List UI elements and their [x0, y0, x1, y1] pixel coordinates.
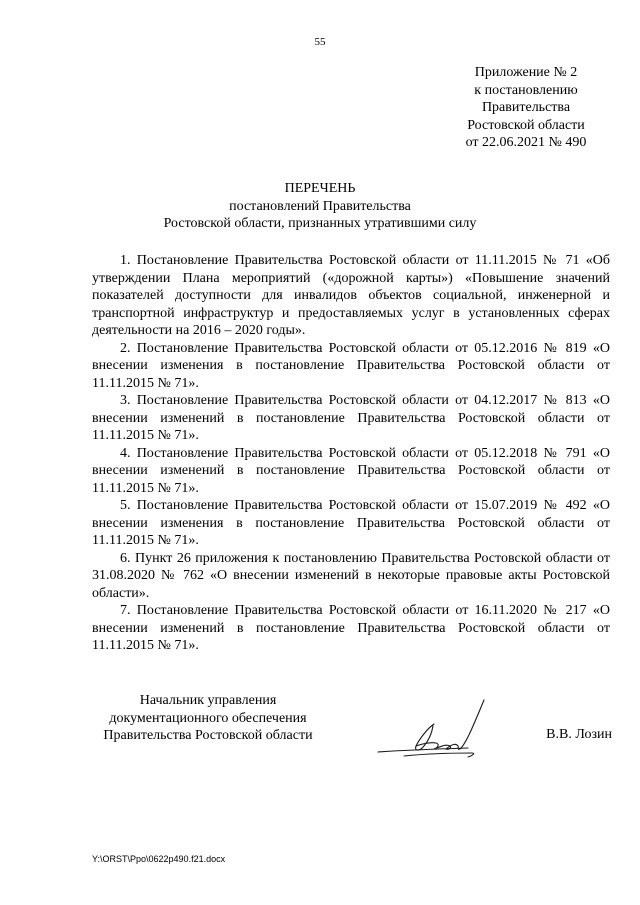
- list-item: 3. Постановление Правительства Ростовской области от 04.12.2017 № 813 «О внесении изменений в постановление Правительства Ростовской области от 11.11.2015 № 71».: [92, 393, 610, 443]
- signatory-line: документационного обеспечения: [109, 710, 307, 726]
- signatory-name: В.В. Лозин: [546, 727, 612, 742]
- title-heading: ПЕРЕЧЕНЬ: [284, 181, 356, 196]
- appendix-line: от 22.06.2021 № 490: [465, 135, 587, 150]
- appendix-line: Ростовской области: [467, 117, 585, 133]
- title-subtitle: Ростовской области, признанных утратившими силу: [163, 216, 477, 231]
- page-number: 55: [314, 36, 326, 48]
- list-item: 7. Постановление Правительства Ростовской области от 16.11.2020 № 217 «О внесении изменений в постановление Правительства Ростовской области от 11.11.2015 № 71».: [92, 603, 610, 653]
- signatory-line: Правительства Ростовской области: [103, 728, 313, 743]
- handwritten-signature: [376, 694, 492, 764]
- file-path: Y:\ORST\Ppo\0622p490.f21.docx: [92, 854, 226, 864]
- signatory-line: Начальник управления: [139, 693, 277, 708]
- appendix-line: к постановлению: [474, 82, 578, 98]
- appendix-line: Приложение № 2: [474, 65, 578, 80]
- appendix-reference: [440, 64, 612, 152]
- list-item: 5. Постановление Правительства Ростовской области от 15.07.2019 № 492 «О внесении изменения в постановление Правительства Ростовской области от 11.11.2015 № 71».: [92, 498, 610, 548]
- title-subtitle: постановлений Правительства: [229, 198, 411, 214]
- list-item: 6. Пункт 26 приложения к постановлению Правительства Ростовской области от 31.08.2020 № 762 «О внесении изменений в некоторые правовые акты Ростовской области».: [92, 550, 610, 601]
- list-item: 1. Постановление Правительства Ростовской области от 11.11.2015 № 71 «Об утверждении Плана мероприятий («дорожной карты») «Повышение значений показателей доступности для инвалидов объектов социальной, инженерной и транспортной инфраструктур и предоставляемых услуг в установленных сферах деятельности на 2016 – 2020 годы».: [92, 253, 610, 338]
- signatory-position: [88, 692, 328, 745]
- list-item: 2. Постановление Правительства Ростовской области от 05.12.2016 № 819 «О внесении изменения в постановление Правительства Ростовской области от 11.11.2015 № 71».: [92, 340, 610, 391]
- document-title: [0, 180, 640, 233]
- appendix-line: Правительства: [481, 100, 571, 115]
- list-item: 4. Постановление Правительства Ростовской области от 05.12.2018 № 791 «О внесении изменений в постановление Правительства Ростовской области от 11.11.2015 № 71».: [92, 445, 610, 496]
- resolution-list: [92, 252, 610, 655]
